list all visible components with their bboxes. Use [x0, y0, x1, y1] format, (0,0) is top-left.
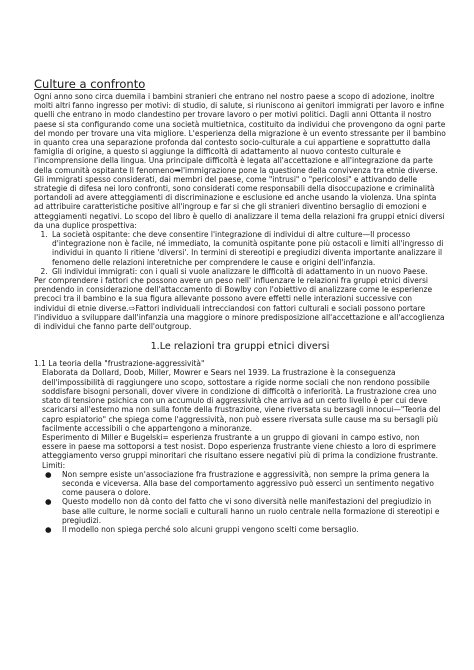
bullet-icon: ● [45, 469, 52, 479]
limit-text: Questo modello non dà conto del fatto che vi sono diversità nelle manifestazioni del pregiudizio in base alle culture, le norme sociali e culturali hanno un ruolo centrale nella formazione di stereotipi e pregiudizi. [62, 497, 440, 525]
intro-text: Ogni anno sono circa duemila i bambini stranieri che entrano nel nostro paese a scopo di adozione, inoltre molti altri fanno ingresso per motivi: di studio, di salute, si riuniscono ai genitori immigrati per lavoro e infine quelli che entrano in modo clandestino per trovare lavoro o per motivi politici. Dagli anni Ottanta il nostro paese si sta configurando come una società multietnica, costituito da individui che provengono da ogni parte del mondo per trovare una vita migliore. L'esperienza della migrazione è un evento stressante per il bambino in quanto crea una separazione profonda dal contesto socio-culturale a cui appartiene e soprattutto dalla famiglia di origine, a questo si aggiunge la difficoltà di adattamento al nuovo contesto culturale e l'incomprensione della lingua. Una principale difficoltà è legata all'accettazione e all'integrazione da parte della comunità ospitante [34, 92, 446, 175]
bullet-icon: ● [45, 497, 52, 507]
limits-list [34, 470, 446, 534]
intro-mid-text: Il fenomeno [129, 165, 175, 175]
right-arrow-icon: ⇨ [128, 303, 136, 313]
intro-continuation: l'immigrazione pone la questione della convivenza tra etnie diverse. Gli immigrati spesso considerati, dai membri del paese, come "intrusi" o "pericolosi" e attivando delle strategie di difesa nei loro confronti, sono considerati come responsabili della disoccupazione e criminalità portandoli ad avere atteggiamenti di discriminazione e esclusione ed anche usando la violenza. Una spinta ad attribuire caratteristiche positive all'ingroup e far si che gli stranieri diventino bersaglio di emozioni e atteggiamenti negativi. Lo scopo del libro è quello di analizzare il tema della relazioni fra gruppi etnici diversi da una duplice prospettiva: [34, 165, 445, 230]
limit-text: Il modello non spiega perché solo alcuni gruppi vengono scelti come bersaglio. [62, 524, 359, 534]
list-item: 1. La società ospitante: che deve consentire l'integrazione di individui di altre culture—Il processo d'integrazione non è facile, né immediato, la comunità ospitante pone più ostacoli e limiti all'ingresso di individui in quanto li ritiene 'diversi'. In termini di stereotipi e pregiudizi diventa importante analizzare il fenomeno delle relazioni interetniche per comprendere le cause e origini dell'infanzia. [50, 230, 446, 267]
experiment-paragraph: Esperimento di Miller e Bugelski= esperienza frustrante a un gruppo di giovani in campo estivo, non essere in paese ma sottoporsi a test nosist. Dopo esperienza frustrante viene chiesto a loro di esprimere atteggiamento verso gruppi minoritari che risultano essere negativi più di prima la condizione frustrante. [42, 432, 438, 461]
after-list-text: Per comprendere i fattori che possono avere un peso nell' influenzare le relazioni fra gruppi etnici diversi prendendo in considerazione dell'attaccamento di Bowlby con l'obiettivo di analizzare come le esperienze precoci tra il bambino e la sua figura allevante possono avere effetti nelle interazioni successive con individui di etnie diverse. [34, 276, 433, 313]
perspective-list [34, 230, 446, 276]
right-arrow-icon: ➡ [174, 165, 181, 175]
subsection-heading: 1.1 La teoria della "frustrazione-aggressività" [34, 359, 205, 369]
list-item [45, 497, 446, 525]
limit-text: Non sempre esiste un'associazione fra frustrazione e aggressività, non sempre la prima genera la seconda e viceversa. Alla base del comportamento aggressivo può essercì un sentimento negativo come pausera o dolore. [62, 469, 434, 498]
list-item [45, 469, 446, 498]
intro-paragraph [34, 92, 446, 230]
list-item [45, 524, 446, 534]
document-title: Culture a confronto [34, 77, 146, 91]
after-list-paragraph [34, 276, 446, 331]
limits-label: Limiti: [42, 460, 66, 470]
list-item: 2. Gli individui immigrati: con i quali si vuole analizzare le difficoltà di adattamento in un nuovo Paese. [50, 267, 446, 276]
after-list-continuation: Fattori individuali intrecciandosi con fattori culturali e sociali possono portare l'individuo a sviluppare dall'infanzia una maggiore o minore predisposizione all'accettazione e all'accoglienza di individui che fanno parte dell'outgroup. [34, 303, 445, 332]
theory-paragraph: Elaborata da Dollard, Doob, Miller, Mowrer e Sears nel 1939. La frustrazione è la conseguenza dell'impossibilità di raggiungere uno scopo, sottostare a rigide norme sociali che non rendono possibile soddisfare bisogni personali, dover vivere in condizione di difficoltà o inferiorità. La frustrazione crea uno stato di tensione psichica con un accumulo di aggressività che arriva ad un certo livello è per cui deve scaricarsi all'esterno ma non sulla fonte della frustrazione, viene riversata su bersagli innocui—"Teoria del capro espiatorio" che spiega come l'aggressività, non può essere riversata sulle cause ma su bersagli più facilmente accessibili o che appartengono a minoranze. [42, 368, 441, 433]
section-heading: 1.Le relazioni tra gruppi etnici diversi [150, 341, 330, 353]
bullet-icon: ● [45, 524, 52, 534]
